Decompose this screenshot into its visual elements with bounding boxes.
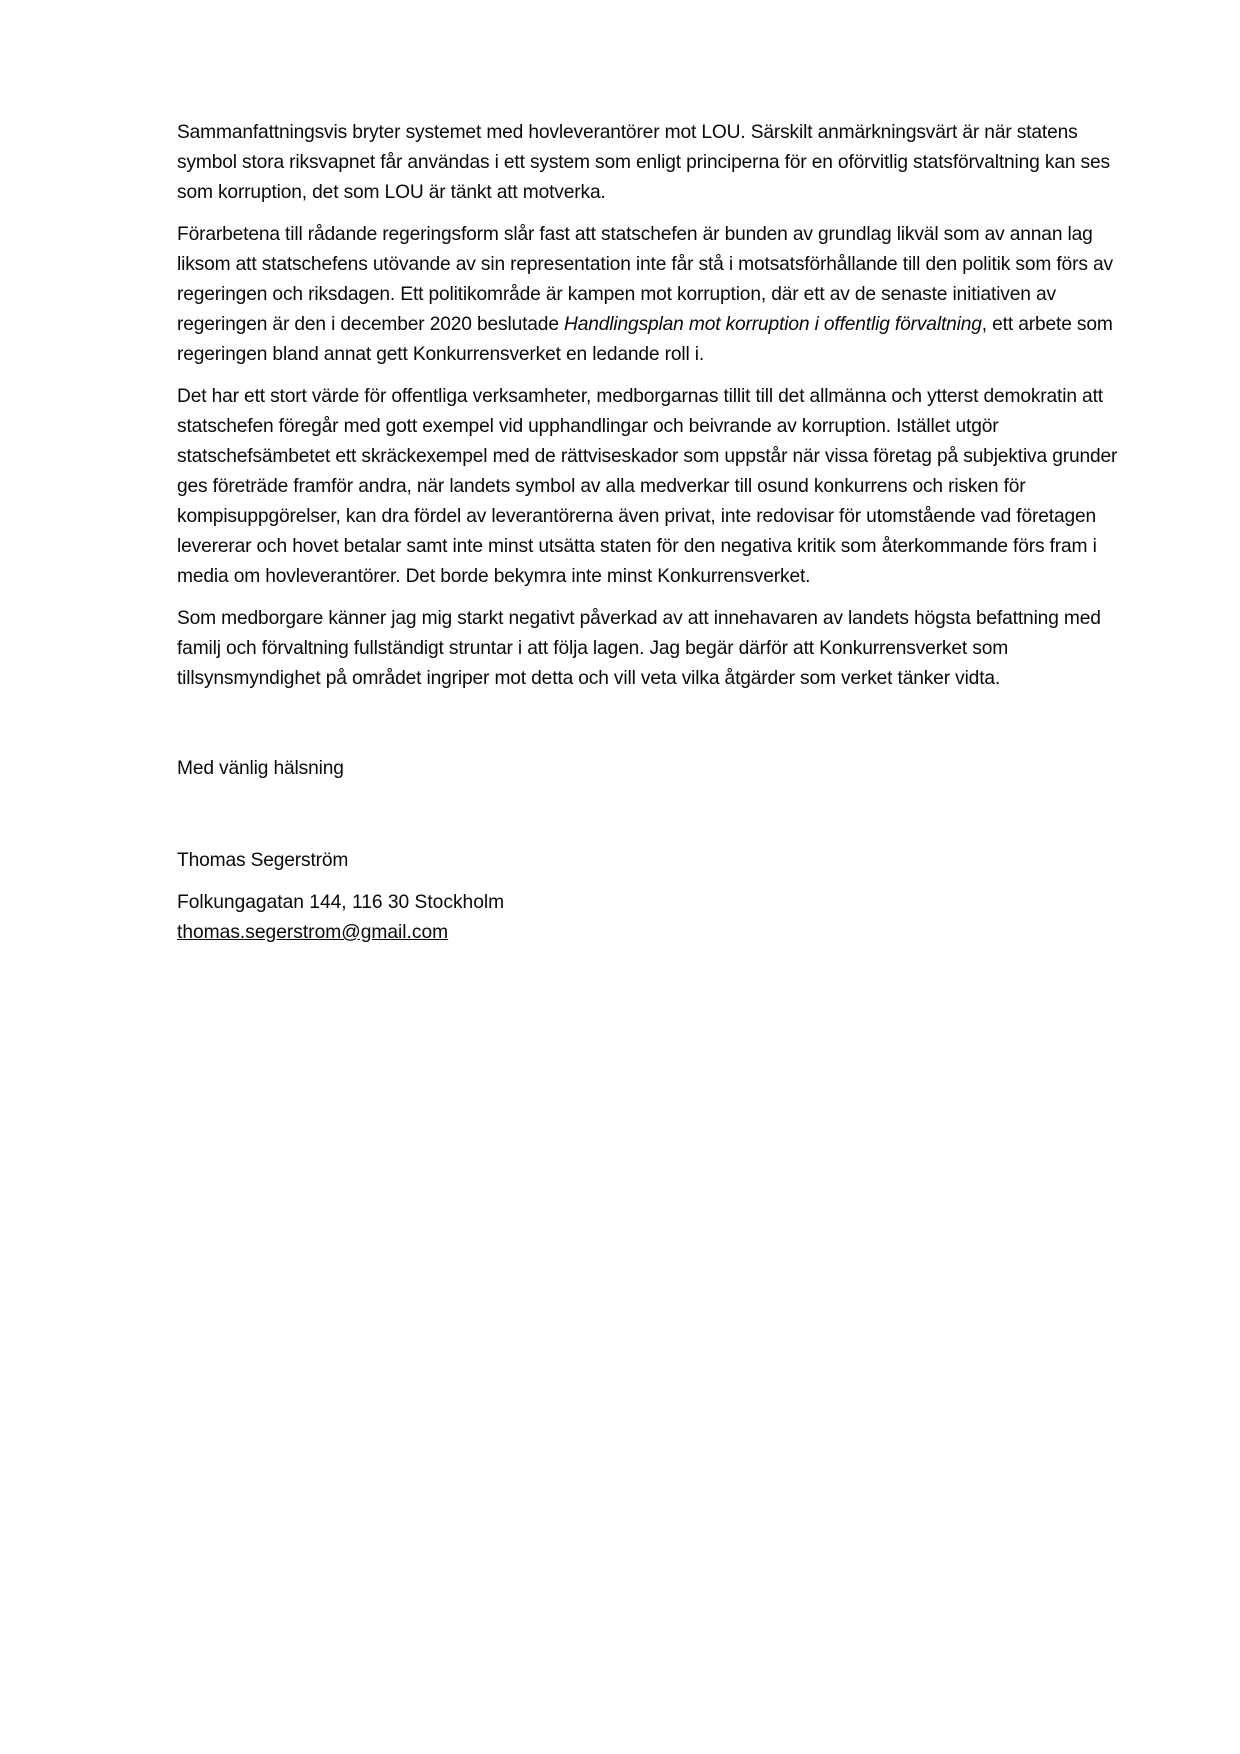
closing-salutation: Med vänlig hälsning — [177, 758, 344, 779]
signature-address: Folkungagatan 144, 116 30 Stockholm — [177, 892, 505, 913]
paragraph-value-argument: Det har ett stort värde för offentliga verksamheter, medborgarnas tillit till det allmänna och ytterst demokratin att statschefen föregår med gott exempel vid upphandlingar och beivrande av korruption. Istället utgör statschefsämbetet ett skräckexempel med de rättviseskador som uppstår när vissa företag på subjektiva grunder ges företräde framför andra, när landets symbol av alla medverkar till osund konkurrens och risken för kompisuppgörelser, kan dra fördel av leverantörerna även privat, inte redovisar för utomstående vad företagen levererar och hovet betalar samt inte minst utsätta staten för den negativa kritik som återkommande förs fram i media om hovleverantörer. Det borde bekymra inte minst Konkurrensverket. — [177, 386, 1118, 587]
paragraph-text-before-italic: Förarbetena till rådande regeringsform slår fast att statschefen är bunden av grundlag likväl som av annan lag liksom att statschefens utövande av sin representation inte får stå i motsatsförhållande till den politik som förs av regeringen och riksdagen. Ett politikområde är kampen mot korruption, där ett av de senaste initiativen av regeringen är den i december 2020 beslutade — [177, 224, 1113, 335]
paragraph-request: Som medborgare känner jag mig starkt negativt påverkad av att innehavaren av landets högsta befattning med familj och förvaltning fullständigt struntar i att följa lagen. Jag begär därför att Konkurrensverket som tillsynsmyndighet på området ingriper mot detta och vill veta vilka åtgärder som verket tänker vidta. — [177, 608, 1101, 689]
paragraph-preparatory-works — [177, 220, 1127, 370]
paragraph-text-after-italic: , ett arbete som regeringen bland annat gett Konkurrensverket en ledande roll i. — [177, 314, 1113, 365]
italic-action-plan-title: Handlingsplan mot korruption i offentlig förvaltning — [564, 314, 982, 335]
signature-email-link[interactable]: thomas.segerstrom@gmail.com — [177, 922, 449, 943]
letter-page — [177, 118, 1127, 948]
paragraph-summary: Sammanfattningsvis bryter systemet med hovleverantörer mot LOU. Särskilt anmärkningsvärt är när statens symbol stora riksvapnet får användas i ett system som enligt principerna för en oförvitlig statsförvaltning kan ses som korruption, det som LOU är tänkt att motverka. — [177, 122, 1110, 203]
signature-name: Thomas Segerström — [177, 850, 349, 871]
